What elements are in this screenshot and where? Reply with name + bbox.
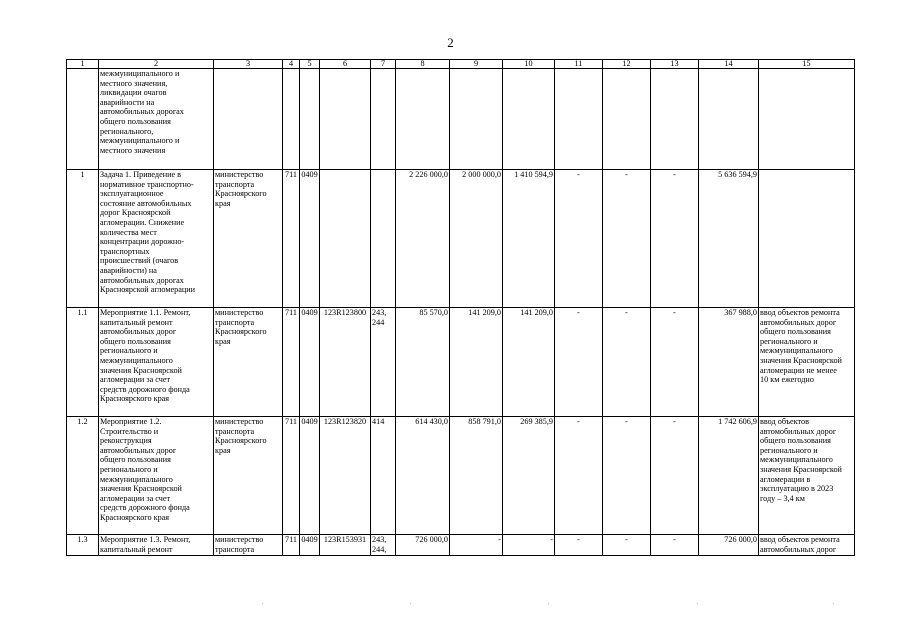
column-11-cell: - xyxy=(555,535,603,556)
amount-year-1-cell: 726 000,0 xyxy=(396,535,450,556)
row-number-cell: 1.1 xyxy=(67,308,99,417)
amount-year-3-cell: 141 209,0 xyxy=(503,308,555,417)
expense-type-cell: 414 xyxy=(371,417,396,535)
amount-year-1-cell xyxy=(396,69,450,170)
section-code-cell: 0409 xyxy=(300,308,320,417)
grbs-code-cell: 711 xyxy=(283,417,300,535)
table-row xyxy=(67,417,855,535)
activity-name-cell: Мероприятие 1.3. Ремонт, капитальный ремонт xyxy=(99,535,214,556)
expense-type-cell xyxy=(371,170,396,308)
program-activities-table xyxy=(66,59,855,556)
column-11-cell: - xyxy=(555,417,603,535)
column-12-cell: - xyxy=(603,170,651,308)
amount-year-3-cell: 269 385,9 xyxy=(503,417,555,535)
section-code-cell: 0409 xyxy=(300,170,320,308)
column-13-cell xyxy=(651,69,699,170)
total-amount-cell: 367 988,0 xyxy=(699,308,759,417)
section-code-cell xyxy=(300,69,320,170)
expected-result-cell: ввод объектов ремонта автомобильных дорог xyxy=(759,535,855,556)
table-row xyxy=(67,69,855,170)
column-number-header: 11 xyxy=(555,60,603,69)
page-number: 2 xyxy=(447,35,454,50)
column-number-header: 13 xyxy=(651,60,699,69)
column-13-cell: - xyxy=(651,170,699,308)
total-amount-cell xyxy=(699,69,759,170)
grbs-code-cell: 711 xyxy=(283,535,300,556)
amount-year-3-cell: - xyxy=(503,535,555,556)
amount-year-1-cell: 85 570,0 xyxy=(396,308,450,417)
activity-name-cell: Мероприятие 1.2. Строительство и реконструкция автомобильных дорог общего пользования регионального и межмуниципального значения Красноярской агломерации за счет средств дорожного фонда Красноярского края xyxy=(99,417,214,535)
column-13-cell: - xyxy=(651,308,699,417)
column-number-header: 3 xyxy=(214,60,283,69)
executor-cell xyxy=(214,69,283,170)
expected-result-cell xyxy=(759,69,855,170)
section-code-cell: 0409 xyxy=(300,535,320,556)
column-12-cell: - xyxy=(603,308,651,417)
column-number-row xyxy=(67,60,855,69)
column-number-header: 8 xyxy=(396,60,450,69)
expense-type-cell: 243, 244, xyxy=(371,535,396,556)
column-12-cell: - xyxy=(603,417,651,535)
target-article-cell xyxy=(320,170,371,308)
column-number-header: 7 xyxy=(371,60,396,69)
activity-name-cell: Мероприятие 1.1. Ремонт, капитальный ремонт автомобильных дорог общего пользования регионального и межмуниципального значения Красноярской агломерации за счет средств дорожного фонда Красноярского края xyxy=(99,308,214,417)
executor-cell: министерство транспорта xyxy=(214,535,283,556)
amount-year-3-cell: 1 410 594,9 xyxy=(503,170,555,308)
section-code-cell: 0409 xyxy=(300,417,320,535)
column-number-header: 4 xyxy=(283,60,300,69)
column-number-header: 14 xyxy=(699,60,759,69)
column-number-header: 1 xyxy=(67,60,99,69)
row-number-cell: 1.3 xyxy=(67,535,99,556)
executor-cell: министерство транспорта Красноярского края xyxy=(214,417,283,535)
amount-year-2-cell xyxy=(450,69,503,170)
column-11-cell: - xyxy=(555,308,603,417)
grbs-code-cell xyxy=(283,69,300,170)
column-11-cell xyxy=(555,69,603,170)
amount-year-2-cell: 141 209,0 xyxy=(450,308,503,417)
amount-year-2-cell: 858 791,0 xyxy=(450,417,503,535)
grbs-code-cell: 711 xyxy=(283,170,300,308)
table-row xyxy=(67,535,855,556)
expected-result-cell: ввод объектов ремонта автомобильных дорог общего пользования регионального и межмуниципального значения Красноярской агломерации не менее 10 км ежегодно xyxy=(759,308,855,417)
column-number-header: 9 xyxy=(450,60,503,69)
executor-cell: министерство транспорта Красноярского края xyxy=(214,170,283,308)
column-number-header: 15 xyxy=(759,60,855,69)
row-number-cell: 1.2 xyxy=(67,417,99,535)
expense-type-cell: 243, 244 xyxy=(371,308,396,417)
column-number-header: 5 xyxy=(300,60,320,69)
expected-result-cell xyxy=(759,170,855,308)
row-number-cell xyxy=(67,69,99,170)
target-article-cell: 123R123820 xyxy=(320,417,371,535)
column-number-header: 12 xyxy=(603,60,651,69)
column-12-cell: - xyxy=(603,535,651,556)
column-13-cell: - xyxy=(651,417,699,535)
target-article-cell xyxy=(320,69,371,170)
total-amount-cell: 5 636 594,9 xyxy=(699,170,759,308)
column-number-header: 10 xyxy=(503,60,555,69)
activity-name-cell: Задача 1. Приведение в нормативное транспортно- эксплуатационное состояние автомобильных дорог Красноярской агломерации. Снижение количества мест концентрации дорожно- транспортных происшествий (очагов аварийности) на автомобильных дорогах Красноярской агломерации xyxy=(99,170,214,308)
total-amount-cell: 1 742 606,9 xyxy=(699,417,759,535)
column-13-cell: - xyxy=(651,535,699,556)
amount-year-1-cell: 614 430,0 xyxy=(396,417,450,535)
column-number-header: 2 xyxy=(99,60,214,69)
row-number-cell: 1 xyxy=(67,170,99,308)
grbs-code-cell: 711 xyxy=(283,308,300,417)
activity-name-cell: межмуниципального и местного значения, ликвидации очагов аварийности на автомобильных дорогах общего пользования регионального, межмуниципального и местного значения xyxy=(99,69,214,170)
column-number-header: 6 xyxy=(320,60,371,69)
amount-year-2-cell: 2 000 000,0 xyxy=(450,170,503,308)
expected-result-cell: ввод объектов автомобильных дорог общего пользования регионального и межмуниципального значения Красноярской агломерации в эксплуатацию в 2023 году – 3,4 км xyxy=(759,417,855,535)
total-amount-cell: 726 000,0 xyxy=(699,535,759,556)
executor-cell: министерство транспорта Красноярского края xyxy=(214,308,283,417)
amount-year-1-cell: 2 226 000,0 xyxy=(396,170,450,308)
expense-type-cell xyxy=(371,69,396,170)
amount-year-3-cell xyxy=(503,69,555,170)
column-11-cell: - xyxy=(555,170,603,308)
target-article-cell: 123R123800 xyxy=(320,308,371,417)
amount-year-2-cell: - xyxy=(450,535,503,556)
column-12-cell xyxy=(603,69,651,170)
table-row xyxy=(67,170,855,308)
table-row xyxy=(67,308,855,417)
target-article-cell: 123R153931 xyxy=(320,535,371,556)
